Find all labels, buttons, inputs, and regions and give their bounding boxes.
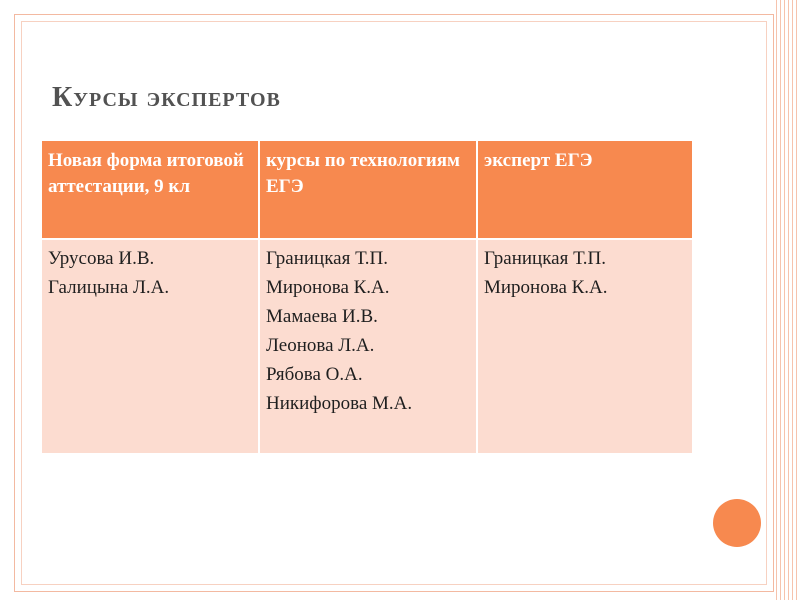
- list-item: Галицына Л.А.: [48, 277, 170, 298]
- experts-table: [40, 139, 694, 455]
- decorative-orange-circle: [713, 499, 761, 547]
- list-item: Границкая Т.П.: [266, 248, 389, 269]
- list-item: Границкая Т.П.: [484, 248, 607, 269]
- cell-col1: [41, 239, 259, 454]
- table-header-row: [41, 140, 693, 239]
- list-item: Никифорова М.А.: [266, 393, 413, 414]
- list-item: Рябова О.А.: [266, 364, 363, 385]
- decorative-side-stripes: [776, 0, 800, 600]
- list-item: Урусова И.В.: [48, 248, 155, 269]
- header-ege-technology-courses: курсы по технологиям ЕГЭ: [259, 140, 477, 239]
- header-ege-expert: эксперт ЕГЭ: [477, 140, 693, 239]
- list-item: Леонова Л.А.: [266, 335, 375, 356]
- header-new-form-attestation: Новая форма итоговой аттестации, 9 кл: [41, 140, 259, 239]
- cell-col3: [477, 239, 693, 454]
- list-item: Миронова К.А.: [266, 277, 390, 298]
- cell-col2: [259, 239, 477, 454]
- list-item: Мамаева И.В.: [266, 306, 378, 327]
- table-row: [41, 239, 693, 454]
- list-item: Миронова К.А.: [484, 277, 608, 298]
- slide-title: Курсы экспертов: [52, 82, 281, 113]
